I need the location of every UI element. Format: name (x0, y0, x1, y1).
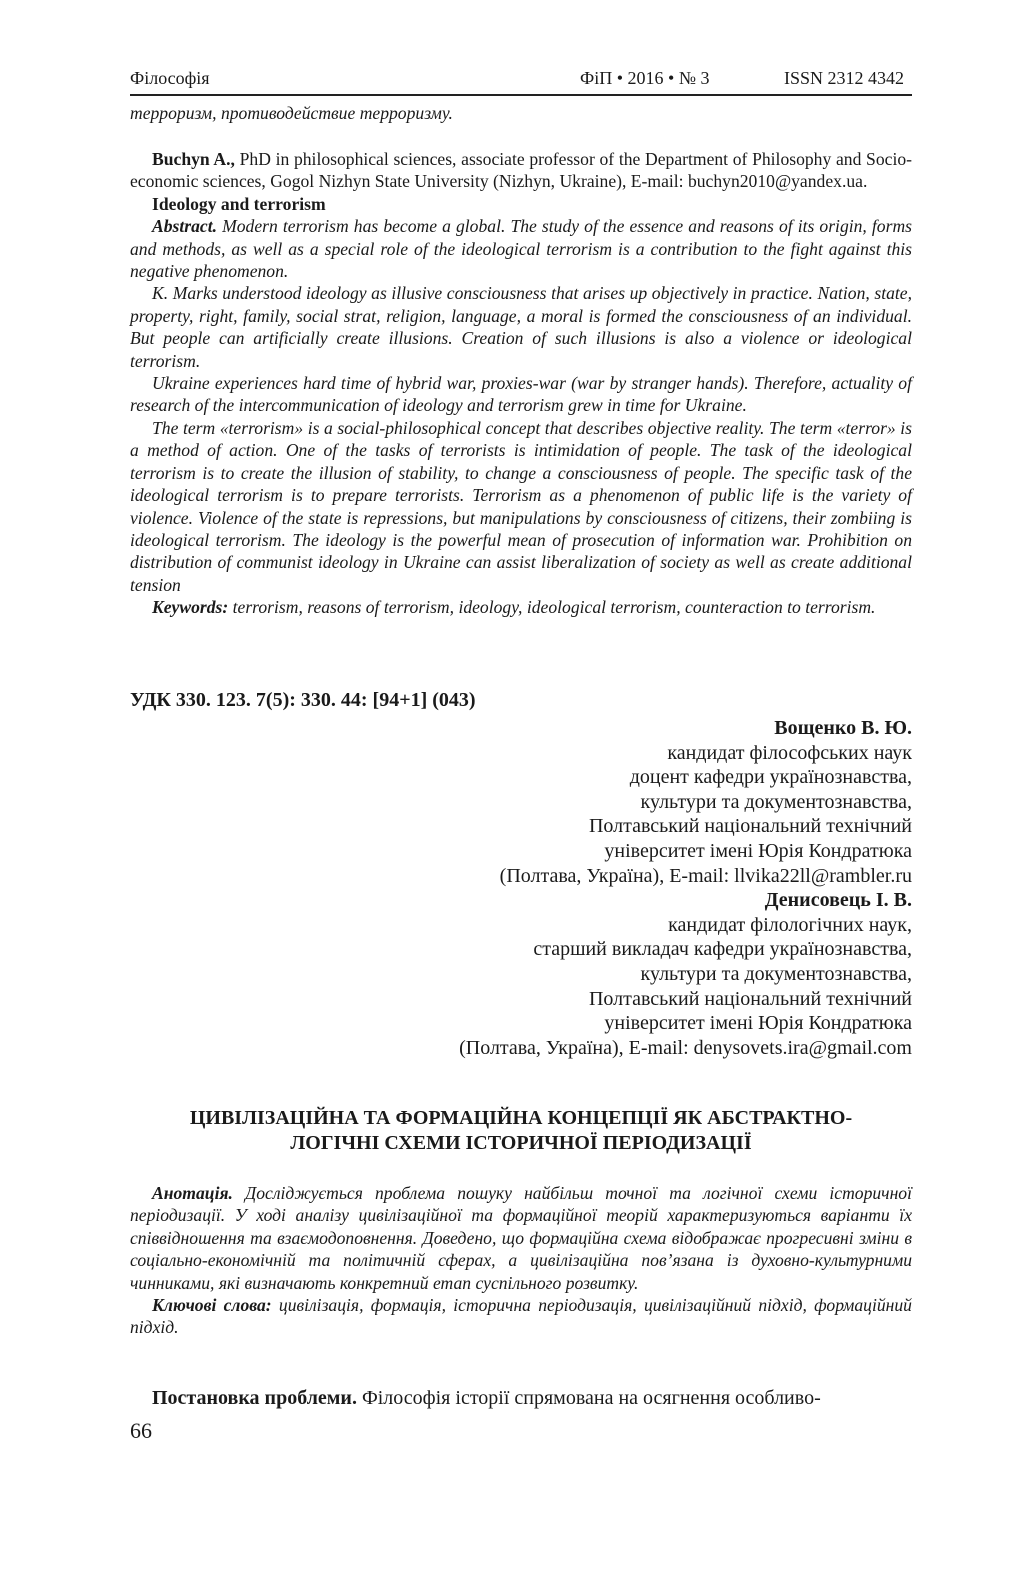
english-abstract-p1 (130, 215, 912, 282)
english-author-name: Buchyn A., (152, 149, 235, 169)
author-1-email-line: (Полтава, Україна), E-mail: llvika22ll@rambler.ru (499, 864, 912, 887)
previous-keywords-tail (130, 102, 912, 124)
problem-statement (130, 1386, 912, 1411)
authors-block (130, 716, 912, 1060)
author-2-line: культури та документознавства, (640, 962, 912, 985)
ukrainian-annotation-block (130, 1182, 912, 1339)
journal-name: Філософія (130, 68, 210, 88)
page-number: 66 (130, 1418, 152, 1443)
ukrainian-keywords (130, 1294, 912, 1339)
english-abstract-p3: Ukraine experiences hard time of hybrid war, proxies-war (war by stranger hands). Therefore, actuality of research of the intercommunication of ideology and terrorism grew in time for Ukraine. (130, 373, 912, 416)
annotation-text: Досліджується проблема пошуку найбільш точної та логічної схеми історичної періодизації. У ході аналізу цивілізаційної та формаційної теорій характеризуються варіанти їх співвідношення та взаємодоповнення. Доведено, що формаційна схема відображає прогресивні зміни в соціально-економічній та політичній сферах, а цивілізаційна пов’язана із духовно-культурними чинниками, які визначають конкретний етап суспільного розвитку. (130, 1183, 912, 1293)
author-1-line: доцент кафедри українознавства, (629, 766, 912, 789)
abstract-text-1: Modern terrorism has become a global. The study of the essence and reasons of its origin, forms and methods, as well as a special role of the ideological terrorism is a contribution to the fight against this negative phenomenon. (130, 216, 912, 282)
english-author-paragraph (130, 148, 912, 193)
prev-keywords-text: терроризм, противодействие терроризму. (130, 103, 453, 123)
author-name-2: Денисовець І. В. (764, 889, 912, 912)
english-author-info: PhD in philosophical sciences, associate professor of the Department of Philosophy and Socio-economic sciences, Gogol Nizhyn State University (Nizhyn, Ukraine), E-mail: buchyn2010@yandex.ua. (130, 149, 912, 192)
keywords-text: terrorism, reasons of terrorism, ideology, ideological terrorism, counteraction to terrorism. (228, 597, 876, 618)
udk-code: УДК 330. 123. 7(5): 330. 44: [94+1] (043) (130, 689, 476, 711)
author-2-line: старший викладач кафедри українознавства, (533, 938, 912, 961)
author-2-line: університет імені Юрія Кондратюка (604, 1012, 912, 1035)
abstract-label: Abstract. (152, 216, 218, 237)
english-abstract-p2: K. Marks understood ideology as illusive consciousness that arises up objectively in practice. Nation, state, property, right, family, social strat, religion, language, a moral is formed the consciousness of an individual. But people can artificially create illusions. Creation of such illusions is also a violence or ideological terrorism. (130, 283, 912, 371)
keywords-ua-label: Ключові слова: (152, 1295, 272, 1316)
udk-line (130, 688, 912, 713)
article-title-line-2: ЛОГІЧНІ СХЕМИ ІСТОРИЧНОЇ ПЕРІОДИЗАЦІЇ (290, 1132, 752, 1154)
journal-issn: ISSN 2312 4342 (783, 68, 904, 88)
english-article-title: Ideology and terrorism (152, 193, 326, 214)
author-2-line: Полтавський національний технічний (588, 987, 912, 1010)
article-title-line-1: ЦИВІЛІЗАЦІЙНА ТА ФОРМАЦІЙНА КОНЦЕПЦІЇ ЯК АБСТРАКТНО- (189, 1107, 853, 1129)
problem-label: Постановка проблеми. (152, 1387, 357, 1409)
article-title (130, 1106, 912, 1156)
author-name-1: Вощенко В. Ю. (774, 717, 912, 739)
author-2-line: кандидат філологічних наук, (668, 913, 912, 936)
author-1-line: університет імені Юрія Кондратюка (604, 839, 912, 862)
journal-issue: ФіП • 2016 • № 3 (580, 68, 710, 88)
keywords-label: Keywords: (152, 597, 229, 618)
author-1-line: культури та документознавства, (640, 790, 912, 813)
annotation-paragraph (130, 1182, 912, 1294)
english-abstract-p4: The term «terrorism» is a social-philosophical concept that describes objective reality. The term «terror» is a method of action. One of the tasks of terrorists is intimidation of people. The task of the ideological terrorism is to create the illusion of stability, to change a consciousness of people. The specific task of the ideological terrorism is to prepare terrorists. Terrorism as a phenomenon of public life is the variety of violence. Violence of the state is repressions, but manipulations by consciousness of citizens, their zombiing is ideological terrorism. The ideology is the powerful mean of prosecution of information war. Prohibition on distribution of communist ideology in Ukraine can assist liberalization of society as well as create additional tension (130, 417, 912, 595)
author-1-line: кандидат філософських наук (667, 741, 912, 764)
english-keywords (130, 596, 912, 618)
author-1-line: Полтавський національний технічний (588, 815, 912, 838)
problem-paragraph (130, 1386, 912, 1411)
problem-text: Філософія історії спрямована на осягнення особливо- (356, 1387, 821, 1409)
running-header (130, 68, 912, 96)
annotation-label: Анотація. (152, 1183, 233, 1203)
keywords-ua-text: цивілізація, формація, історична періодизація, цивілізаційний підхід, формаційний підхід. (130, 1295, 912, 1338)
author-2-email-line: (Полтава, Україна), E-mail: denysovets.ira@gmail.com (459, 1036, 912, 1059)
english-abstract-block (130, 148, 912, 619)
